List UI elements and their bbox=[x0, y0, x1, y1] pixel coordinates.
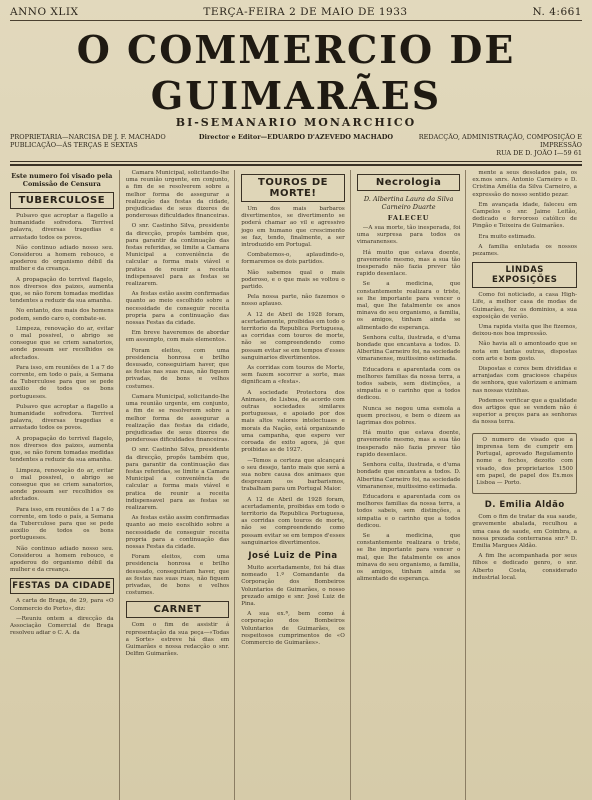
article-paragraph: Não havia ali o amontoado que se nota em tantas outras, dispostas com arte e bom gosto. bbox=[472, 341, 577, 362]
necrologia-title: Necrologia bbox=[357, 174, 461, 191]
info-bar bbox=[10, 133, 582, 157]
article-paragraph: Em avançada idade, faleceu em Campelos o snr. Jaime Leitão, dedicado e fervoroso católico de Pingão e Teixeira de Guimarães. bbox=[472, 201, 577, 230]
article-paragraph: Um dos mais barbaros divertimentos, se divertimento se poderá chamar ao vil e agressivo jogo em humano que crescimento se faz, tendo, finalmente, a ser introduzido em Portugal. bbox=[241, 206, 345, 249]
article-paragraph: O snr. Castinho Silva, presidente da direcção, propôs também que, para garantir da continuação das festas referidas, se limite a Camara Municipal a conveniência de calcular a forma mais viável e pratica de reunir a receita indispensavel para as festas se realizarem. bbox=[125, 447, 230, 511]
article-paragraph: O snr. Castinho Silva, presidente da direcção, propôs também que, para garantir da continuação das festas referidas, se limite a Camara Municipal a conveniência de calcular a forma mais viável e pratica de reunir a receita indispensavel para as festas se realizarem. bbox=[125, 223, 230, 288]
article-paragraph: Uma rapida visita que lhe fizemos, deixou-nos boa impressão. bbox=[472, 324, 577, 338]
article-paragraph: Foram eleitos, com uma presidencia honrosa e brilho desusado, conseguiriam haver, que as festas nas suas ruas, não fiquem privadas, de bons e velhos costumes. bbox=[125, 347, 230, 390]
article-paragraph: Dispostas e cores bem divididas e arranjadas com graciosos chapéus de senhora, que valorizam e animam nas nossas vizinhas. bbox=[472, 366, 577, 394]
article-paragraph: Limpeza, renovação do ar, evitar o mal possivel, o abrigo se consegue que se criem sanatorios, aonde possam ser recolhidos os afectados. bbox=[10, 467, 114, 503]
column-2 bbox=[126, 170, 236, 800]
article-paragraph: —Temos a certeza que alcançará o seu desejo, tanto mais que será a sua nobre causa dos animaes que desprezam os barbarismos, trabalham para um Portugal Maior. bbox=[241, 457, 345, 493]
article-paragraph: A familia enlutada os nossos pezames. bbox=[472, 243, 577, 258]
top-line bbox=[10, 6, 582, 21]
article-paragraph: Senhora culta, ilustrada, e d'uma bondade que encantava a todos. D. Albertina Carneiro foi, na sociedade vimaranense, muitissimo estimada. bbox=[356, 462, 461, 490]
column-4 bbox=[357, 170, 467, 800]
article-paragraph: Há muito que estava doente, gravemente mesmo, mas a sua tão inesperado não fazia prever tão rapido desenlace. bbox=[356, 249, 461, 278]
article-paragraph: No entanto, dos mais dos homens podem, sendo caro o, combate-se. bbox=[10, 308, 114, 322]
carnet-title: CARNET bbox=[126, 601, 230, 618]
year-label: ANNO XLIX bbox=[10, 6, 79, 18]
article-paragraph: As festas estão assim confirmadas quanto ao meio escolhido sobre a necessidade de conseguir receita propria para a continuação das nossas Festas da cidade. bbox=[125, 515, 230, 550]
article-paragraph: Limpeza, renovação do ar, evitar o mal possivel, o abrigo se consegue que se criem sanatorios, aonde possam ser recolhidos os afectados. bbox=[10, 325, 114, 361]
masthead-title: O COMMERCIO DE GUIMARÃES bbox=[76, 27, 516, 118]
article-paragraph: Camara Municipal, solicitando-lhe uma reunião urgente, em conjunto, a fim de se resolverem sobre a melhor forma de assegurar a realização das festas da cidade, prejudicadas de seus dizeres de ponderosas dificuldades financeiras. bbox=[125, 393, 230, 444]
date-label: TERÇA-FEIRA 2 DE MAIO DE 1933 bbox=[203, 6, 408, 18]
director-line: Director e Editor—EDUARDO D'AZEVEDO MACHADO bbox=[198, 133, 394, 141]
article-paragraph: A propagação do terrivel flagelo, nos diversos dos paizes, aumenta que, se não forem tomadas medidas tendentes a reduzir da sua amanha. bbox=[10, 435, 114, 464]
article-paragraph: Educadora e aparentada com os melhores familias da nossa terra, a todos sabeis, sem distinções, a simpatia e o carinho que a todos dedicou. bbox=[356, 493, 461, 529]
necrologia-status: FALECEU bbox=[387, 214, 430, 222]
article-paragraph: Podemos verificar que a qualidade dos artigos que se vendem não é superior a preços para as senhoras da nossa terra. bbox=[472, 397, 577, 426]
article-paragraph: Pulsavo que acroptar a flagello a humanidade sofredora. Terrivel palavra, diversas tragedias e arrastado todos os povos. bbox=[10, 213, 114, 241]
notice-box bbox=[472, 433, 577, 494]
article-paragraph: As festas estão assim confirmadas quanto ao meio escolhido sobre a necessidade de conseguir receita propria para a continuação das nossas Festas da cidade. bbox=[125, 291, 230, 327]
masthead-subtitle: BI-SEMANARIO MONARCHICO bbox=[175, 116, 417, 129]
article-paragraph: Pela nossa parte, não fazemos o nosso aplauso. bbox=[241, 294, 345, 308]
info-left bbox=[10, 133, 186, 157]
issue-number: N. 4:661 bbox=[532, 6, 582, 18]
article-paragraph: Se a medicina, que constantemente realizara o triste, se lhe importante para vencer o mal, que lhe fatalmente os anos minava do seu organismo, a familia, os amigos, tinham ainda se alimentado de esperança. bbox=[356, 532, 461, 583]
article-paragraph: Educadora e aparentada com os melhores familias da nossa terra, a todos sabeis, sem distinções, a simpatia e o carinho que a todos dedicou. bbox=[356, 366, 461, 402]
necrologia-subtitle: D. Albertina Laura da Silva Carneiro Duarte bbox=[363, 195, 454, 211]
publication-line: PUBLICAÇÃO—ÁS TERÇAS E SEXTAS bbox=[10, 141, 138, 149]
article-paragraph: Senhora culta, ilustrada, e d'uma bondade que encantava a todos. D. Albertina Carneiro foi, na sociedade vimaranense, muitissimo estimada. bbox=[356, 334, 461, 363]
pina-title: José Luiz de Pina bbox=[248, 550, 338, 561]
notice-text: O numero de visado que a imprensa tem de cumprir em Portugal, aprovado Regulamento nome e fechos, dezoito com visado, dos proprietarios 1500 em papel, de papel dos Ex.mos Lisboa — Porto. bbox=[476, 436, 573, 486]
article-paragraph: Nunca se negou uma esmola a quem precisou, e bem o dizem as lagrimas dos pobres. bbox=[356, 405, 461, 427]
article-columns bbox=[10, 170, 582, 800]
article-paragraph: A sua ex.ª, bem como á corporação dos Bombeiros Voluntarios de Guimarães, os respeitosos cumprimentos de «O Commercio de Guimarães». bbox=[241, 611, 345, 646]
column-1 bbox=[10, 170, 120, 800]
article-paragraph: Em breve haveremos de abordar em assumpto, com mais elementos. bbox=[125, 330, 230, 344]
article-paragraph: —A sua morte, tão inesperada, foi uma surpresa para todos os vimaranenses. bbox=[356, 225, 461, 246]
article-paragraph: A fim lhe acompanhada por seus filhos e dedicado genro, o snr. Alberto Costa, considerado industrial local. bbox=[472, 553, 577, 581]
article-paragraph: Não sabemos qual o mais poderoso, e o que mais se voltou o partido. bbox=[241, 269, 345, 291]
header-rule bbox=[10, 161, 582, 162]
article-paragraph: Com o fim de tratar da sua saude, gravemente abalada, reculhou a uma casa de saude, em Coimbra, a nossa prezada conterranea snr.ª D. Emilia Margues Aldão. bbox=[472, 514, 577, 549]
article-paragraph: Muito acertadamente, foi há dias nomeado 1.º Comandante da Corporação dos Bombeiros Voluntarios de Guimarães, o nosso prezado amigo e snr. José Luiz de Pina. bbox=[241, 564, 345, 607]
article-paragraph: A sociedade Protectora dos Animaes, de Lisboa, de acordo com outras sociedades similares portuguesas, e apoiado por dos mais altos valores intelectuaes e morais da Nação, está organizando uma campanha, que espero ver coroada de exito agora, já que proibidas as de 1927. bbox=[241, 389, 345, 454]
censor-notice: Este numero foi visado pela Comissão de Censura bbox=[11, 172, 113, 188]
touros-title: TOUROS DE MORTE! bbox=[241, 174, 345, 202]
article-paragraph: Se a medicina, que constantemente realizara o triste, se lhe importante para vencer o mal, que lhe fatalmente os anos minava do seu organismo, a familia, os amigos, tinham ainda se alimentado de esperança. bbox=[356, 281, 461, 331]
article-paragraph: Não continuo adiado nosso seu. Considerou a homem rebouco, e apoderou do organismo débil da mulher e da creança. bbox=[10, 545, 114, 574]
article-paragraph: Não continuo adiado nosso seu. Considerou a homem rebouco, e apoderou do organismo débil da mulher e da creança. bbox=[10, 244, 114, 273]
article-paragraph: mente a seus desolados pais, os ex.mos snrs. Antonio Carneiro e D. Cristina Amélia da Silva Carneiro, a expressão do nosso sentido pezar. bbox=[472, 170, 577, 198]
article-paragraph: A 12 de Abril de 1928 foram, acertadamente, proibidas em todo o territorio da Republica Portuguesa, as corridas com touros de morte, não se compreendendo como possam evitar se em tempos d'esses sanguinarios divertimentos. bbox=[241, 311, 345, 361]
address-line: RUA DE D. JOÃO I—59 61 bbox=[496, 149, 582, 157]
exposicoes-title: LINDAS EXPOSIÇÕES bbox=[472, 262, 577, 288]
article-paragraph: Como foi noticiado, a casa High-Life, a melhor casa de modas de Guimarães, fez os dominios, a sua exposição de verão. bbox=[472, 292, 577, 320]
article-paragraph: Foram eleitos, com uma presidencia honrosa e brilho desusado, conseguiriam haver, que as festas nas suas ruas, não fiquem privadas, de bons e velhos costumes. bbox=[125, 554, 230, 597]
article-paragraph: Camara Municipal, solicitando-lhe uma reunião urgente, em conjunto, a fim de se resolverem sobre a melhor forma de assegurar a realização das festas da cidade, prejudicadas de seus dizeres de ponderosas dificuldades financeiras. bbox=[125, 170, 230, 220]
article-paragraph: Pulsavo que acroptar a flagello a humanidade sofredora. Terrivel palavra, diversas tragedias e arrastado todos os povos. bbox=[10, 403, 114, 432]
office-line: REDACÇÃO, ADMINISTRAÇÃO, COMPOSIÇÃO E IMPRESSÃO bbox=[418, 133, 582, 149]
article-paragraph: Para isso, em reuniões de 1 a 7 do corrente, em todo o país, a Semana da Tuberculose para que se pede auxilio de todos os bons portugueses. bbox=[10, 506, 114, 542]
header-rule-thick bbox=[10, 164, 582, 166]
article-paragraph: Combatemos-o, aplaudindo-o, formaremos os dois partidos. bbox=[241, 252, 345, 266]
article-paragraph: A propagação do terrivel flagelo, nos diversos dos paizes, aumenta que, se não forem tomadas medidas tendentes a reduzir da sua amanha. bbox=[10, 276, 114, 305]
article-paragraph: —Reuniu ontem a direcção da Associação Comercial de Braga resolveu adiar o C. A. da bbox=[10, 615, 114, 637]
emilia-title: D. Emilia Aldão bbox=[484, 500, 565, 511]
article-paragraph: As corridas com touros de Morte, sem fazem socorrer a sorte, mas dignificam a «festa». bbox=[241, 365, 345, 386]
column-5 bbox=[472, 170, 582, 800]
article-paragraph: Há muito que estava doente, gravemente mesmo, mas a sua tão inesperado não fazia prever tão rapido desenlace. bbox=[356, 430, 461, 458]
info-right bbox=[406, 133, 582, 157]
article-paragraph: Para isso, em reuniões de 1 a 7 do corrente, em todo o país, a Semana da Tuberculose para que se pede auxilio de todos os bons portugueses. bbox=[10, 364, 114, 400]
article-paragraph: A 12 de Abril de 1928 foram, acertadamente, proibidas em todo o territorio da Republica Portuguesa, as corridas com touros de morte, não se compreendendo como possam evitar se em tempos d'esses sanguinarios divertimentos. bbox=[241, 496, 345, 546]
tuberculose-title: TUBERCULOSE bbox=[10, 192, 114, 209]
column-3 bbox=[241, 170, 351, 800]
article-paragraph: Era muito estimado. bbox=[478, 233, 536, 240]
article-paragraph: A carta de Braga, de 29, para «O Commercio do Porto», diz: bbox=[10, 598, 114, 612]
festas-title: FESTAS DA CIDADE bbox=[10, 578, 114, 594]
article-paragraph: Com o fim de assistir á representação da sua peça—«Todas a Sorte» estreve há dias em Guimarães e nossa redacção o snr. Delfim Guimarães. bbox=[125, 622, 230, 658]
owner-line: PROPRIETARIA—NARCISA DE J. F. MACHADO bbox=[10, 133, 166, 141]
